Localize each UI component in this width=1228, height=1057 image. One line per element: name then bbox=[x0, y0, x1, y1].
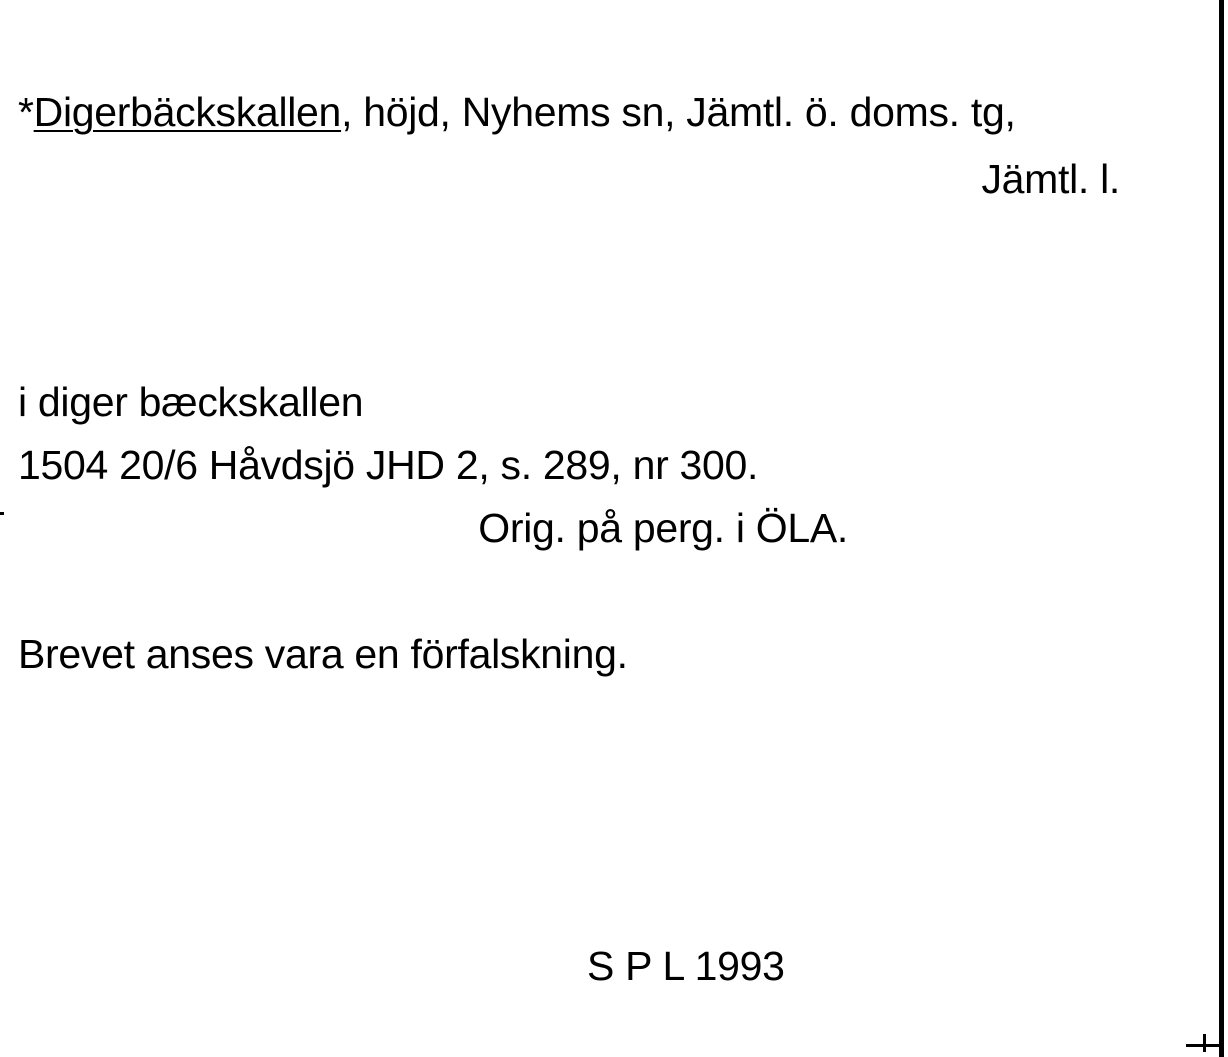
signature: S P L 1993 bbox=[587, 943, 785, 989]
entry-asterisk: * bbox=[18, 89, 34, 135]
margin-mark bbox=[0, 512, 4, 515]
card-corner-tick bbox=[1203, 1034, 1206, 1052]
attestation-source: 1504 20/6 Håvdsjö JHD 2, s. 289, nr 300. bbox=[18, 442, 759, 488]
original-document-note: Orig. på perg. i ÖLA. bbox=[478, 505, 848, 551]
attested-form: i diger bæckskallen bbox=[18, 379, 364, 425]
entry-headword: Digerbäckskallen bbox=[33, 89, 342, 135]
card-right-border bbox=[1219, 0, 1224, 1057]
forgery-note: Brevet anses vara en förfalskning. bbox=[18, 631, 628, 677]
entry-description: , höjd, Nyhems sn, Jämtl. ö. doms. tg, bbox=[341, 89, 1016, 135]
entry-region: Jämtl. l. bbox=[981, 156, 1120, 202]
entry-heading-line bbox=[18, 88, 1016, 136]
